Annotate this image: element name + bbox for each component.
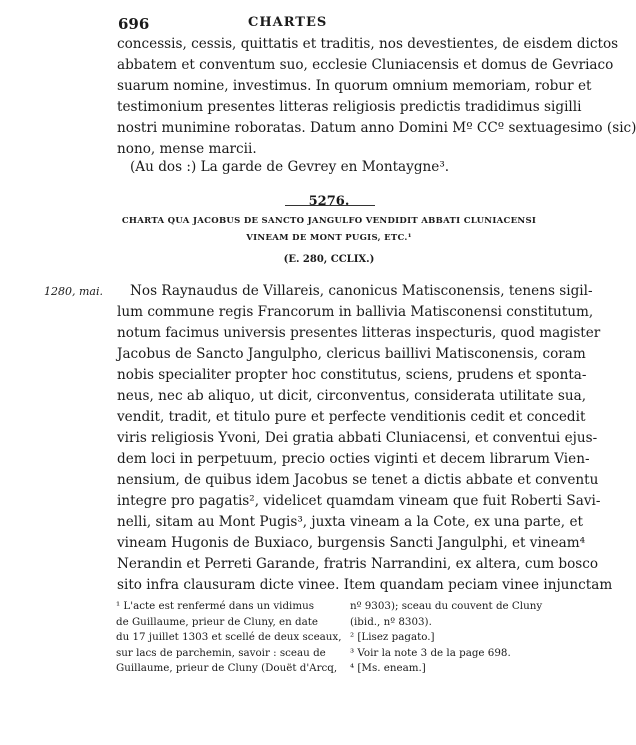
charter-reference: (E. 280, CCLIX.) [283, 254, 375, 265]
footnote-line: (ibid., nº 8303). [350, 615, 432, 628]
footnote-line: nº 9303); sceau du couvent de Cluny [350, 600, 543, 612]
margin-date: 1280, mai. [44, 285, 103, 298]
charter-number: 5276. [308, 194, 350, 209]
footnote-line: de Guillaume, prieur de Cluny, en date [116, 615, 318, 628]
text-line: Nos Raynaudus de Villareis, canonicus Matisconensis, tenens sigil- [130, 283, 593, 299]
text-line: notum facimus universis presentes litteras inspecturis, quod magister [117, 325, 601, 341]
text-line: suarum nomine, investimus. In quorum omnium memoriam, robur et [117, 78, 592, 94]
text-line: nostri munimine roboratas. Datum anno Domini Mº CCº sextuagesimo (sic) [117, 120, 636, 136]
text-line: viris religiosis Yvoni, Dei gratia abbati Cluniacensi, et conventui ejus- [117, 430, 598, 446]
footnote-line: ⁴ [Ms. eneam.] [350, 662, 426, 674]
text-line: nensium, de quibus idem Jacobus se tenet a dictis abbate et conventu [117, 472, 599, 488]
footnotes-column-2 [350, 599, 550, 677]
footnote-line: ² [Lisez pagato.] [350, 631, 435, 643]
endorsement: (Au dos :) La garde de Gevrey en Montaygne³. [130, 159, 450, 175]
text-line: nobis specialiter propter hoc constitutus, sciens, prudens et sponta- [117, 367, 587, 383]
page-number: 696 [118, 15, 150, 33]
footnote-line: ¹ L'acte est renfermé dans un vidimus [116, 600, 315, 612]
text-line: nelli, sitam au Mont Pugis³, juxta vineam a la Cote, ex una parte, et [117, 514, 583, 530]
text-line: abbatem et conventum suo, ecclesie Cluniacensis et domus de Gevriaco [117, 57, 614, 73]
text-line: integre pro pagatis², videlicet quamdam vineam que fuit Roberti Savi- [117, 493, 601, 509]
footnote-line: sur lacs de parchemin, savoir : sceau de [116, 646, 326, 659]
charter-rubric-line2: VINEAM DE MONT PUGIS, ETC.¹ [246, 233, 412, 243]
footnotes-column-1 [116, 599, 346, 677]
text-line: testimonium presentes litteras religiosis predictis tradidimus sigilli [117, 99, 582, 115]
text-line: lum commune regis Francorum in ballivia Matisconensi constitutum, [117, 304, 594, 320]
text-line: dem loci in perpetuum, precio octies viginti et decem librarum Vien- [117, 451, 590, 467]
charter-rubric-line1: CHARTA QUA JACOBUS DE SANCTO JANGULFO VENDIDIT ABBATI CLUNIACENSI [121, 216, 537, 226]
text-line: nono, mense marcii. [117, 141, 257, 157]
text-line: sito infra clausuram dicte vinee. Item quandam peciam vinee injunctam [117, 577, 613, 593]
footnote-line: Guillaume, prieur de Cluny (Douët d'Arcq, [116, 662, 338, 674]
text-line: Nerandin et Perreti Garande, fratris Narrandini, ex altera, cum bosco [117, 556, 599, 572]
footnote-line: du 17 juillet 1303 et scellé de deux sceaux, [116, 631, 342, 643]
text-line: Jacobus de Sancto Jangulpho, clericus baillivi Matisconensis, coram [117, 346, 586, 362]
text-line: concessis, cessis, quittatis et traditis, nos devestientes, de eisdem dictos [117, 36, 619, 52]
running-head: CHARTES [248, 15, 328, 30]
text-line: neus, nec ab aliquo, ut dicit, circonventus, considerata utilitate sua, [117, 388, 587, 404]
text-line: vendit, tradit, et titulo pure et perfecte venditionis cedit et concedit [117, 409, 586, 425]
text-line: vineam Hugonis de Buxiaco, burgensis Sancti Jangulphi, et vineam⁴ [117, 535, 586, 551]
footnote-line: ³ Voir la note 3 de la page 698. [350, 646, 511, 659]
